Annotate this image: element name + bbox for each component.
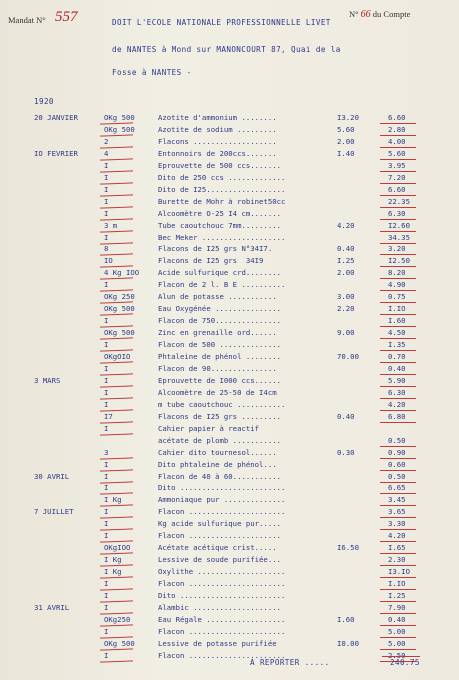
line-description: Kg acide sulfurique pur..... (158, 519, 282, 529)
line-qty: I (104, 519, 109, 529)
line-unit-price: 0.40 (337, 244, 355, 254)
line-item (0, 303, 459, 315)
line-item (0, 112, 459, 124)
line-qty: I (104, 375, 109, 385)
line-qty: I (104, 160, 109, 170)
line-qty: I (104, 471, 109, 481)
line-item (0, 363, 459, 375)
line-description: Eprouvette de 500 ccs....... (158, 160, 282, 170)
line-total: 22.35 (388, 196, 410, 206)
line-qty: I Kg (104, 567, 122, 577)
line-qty: OKgOIO (104, 352, 131, 361)
line-item (0, 279, 459, 291)
line-item (0, 578, 459, 590)
line-qty: I Kg (104, 495, 122, 505)
line-total: 2.30 (388, 555, 406, 565)
line-unit-price: I.60 (337, 614, 355, 624)
line-description: Lessive de soude purifiée... (158, 555, 282, 565)
line-total: I3.IO (388, 567, 410, 577)
line-total: 5.60 (388, 148, 406, 158)
line-unit-price: 4.20 (337, 220, 355, 230)
line-item (0, 482, 459, 494)
line-description: Flacon ..................... (158, 531, 282, 541)
footer-total: 240.75 (390, 658, 420, 667)
line-qty: I (104, 196, 109, 206)
line-qty: I (104, 602, 109, 612)
line-total: 5.00 (388, 638, 406, 648)
line-unit-price: I6.50 (337, 543, 359, 553)
line-item (0, 399, 459, 411)
line-qty: 3 m (104, 220, 118, 230)
line-unit-price: I0.00 (337, 638, 359, 648)
line-item (0, 375, 459, 387)
line-total: I.35 (388, 340, 406, 350)
line-description: Dito ........................ (158, 591, 286, 600)
line-description: Alambic .................... (158, 602, 282, 612)
line-qty: OKgIOO (104, 543, 131, 553)
line-total: 4.90 (388, 280, 406, 290)
line-total: I.IO (388, 579, 406, 589)
line-item (0, 638, 459, 650)
line-qty: I (104, 184, 109, 194)
line-unit-price: 0.40 (337, 411, 355, 421)
line-total: 0.40 (388, 614, 406, 624)
line-description: Flacon ...................... (158, 507, 286, 517)
line-description: Dito de 250 ccs ............. (158, 172, 286, 182)
line-description: Flacon ...................... (158, 626, 286, 636)
line-unit-price: I.40 (337, 148, 355, 158)
line-total: 0.60 (388, 459, 406, 469)
line-item (0, 518, 459, 530)
line-item (0, 255, 459, 267)
line-description: Acide sulfurique crd........ (158, 268, 282, 278)
line-description: Zinc en grenaille ord...... (158, 328, 277, 338)
line-qty: OKg 500 (104, 113, 135, 122)
line-description: Flacons de I25 grs 34I9 (158, 256, 264, 266)
line-item (0, 124, 459, 136)
line-qty: I (104, 507, 109, 517)
line-date: IO FEVRIER (34, 148, 78, 158)
line-description: m tube caoutchouc ........... (158, 399, 286, 409)
line-total: 0.50 (388, 435, 406, 445)
footer-rule (382, 656, 420, 657)
line-description: Oxylithe .................... (158, 567, 286, 577)
line-qty: I (104, 626, 109, 636)
line-qty: OKg250 (104, 614, 131, 624)
line-unit-price: I3.20 (337, 113, 359, 122)
footer-label: A REPORTER ..... (250, 658, 330, 667)
line-item (0, 530, 459, 542)
line-item (0, 327, 459, 339)
line-item (0, 243, 459, 255)
line-qty: I (104, 340, 109, 350)
line-total: 2.80 (388, 124, 406, 134)
line-item (0, 220, 459, 232)
line-total: 3.95 (388, 160, 406, 170)
line-total: 7.90 (388, 602, 406, 612)
line-description: Acétate acétique crist..... (158, 543, 277, 553)
line-description: Flacons ................... (158, 136, 277, 146)
line-qty: I Kg (104, 555, 122, 565)
line-total: 6.60 (388, 184, 406, 194)
line-qty: I (104, 650, 109, 660)
line-qty: I (104, 459, 109, 469)
line-qty: I (104, 232, 109, 242)
line-qty: OKg 500 (104, 304, 135, 314)
line-description: Cahier papier à reactif (158, 423, 260, 433)
line-item (0, 208, 459, 220)
mandat-label (8, 15, 46, 25)
line-description: Flacon ...................... (158, 650, 286, 660)
line-total: 3.20 (388, 244, 406, 254)
line-description: Flacon de 500 .............. (158, 340, 282, 350)
compte-prefix: N° (349, 9, 359, 19)
line-item (0, 411, 459, 423)
line-item (0, 339, 459, 351)
line-item (0, 184, 459, 196)
line-qty: I (104, 172, 109, 182)
line-unit-price: 2.20 (337, 304, 355, 314)
line-item (0, 148, 459, 160)
line-total: 0.75 (388, 292, 406, 302)
line-qty: I (104, 579, 109, 589)
line-qty: I (104, 423, 109, 433)
line-date: 31 AVRIL (34, 602, 70, 612)
line-item (0, 267, 459, 279)
line-qty: I (104, 399, 109, 409)
line-qty: I (104, 387, 109, 397)
line-unit-price: 9.00 (337, 328, 355, 338)
line-total: 6.65 (388, 483, 406, 493)
line-description: Flacon de 40 à 60........... (158, 471, 282, 481)
line-description: Flacons de I25 grs N°34I7. (158, 244, 273, 254)
line-description: Burette de Mohr à robinet50cc (158, 196, 286, 206)
line-total: I.IO (388, 304, 406, 314)
line-item (0, 602, 459, 614)
line-total: I2.50 (388, 256, 410, 266)
line-item (0, 471, 459, 483)
line-total: 3.30 (388, 519, 406, 529)
line-item (0, 626, 459, 638)
line-description: Ammoniaque pur .............. (158, 495, 286, 505)
line-description: Dito ........................ (158, 483, 286, 493)
line-qty: OKg 500 (104, 124, 135, 134)
line-total: 4.00 (388, 136, 406, 146)
line-unit-price: 3.00 (337, 292, 355, 302)
line-total: 0.90 (388, 447, 406, 457)
line-date: 7 JUILLET (34, 507, 74, 517)
line-total: 34.35 (388, 232, 410, 242)
line-qty: I (104, 531, 109, 541)
line-item (0, 351, 459, 363)
line-qty: 2 (104, 136, 109, 146)
line-item (0, 160, 459, 172)
line-qty: I (104, 280, 109, 290)
line-unit-price: 0.30 (337, 447, 355, 457)
line-item (0, 614, 459, 626)
line-description: Cahier dito tournesol...... (158, 447, 277, 457)
line-item (0, 554, 459, 566)
header-line-3: Fosse à NANTES - (112, 68, 192, 77)
line-qty: I (104, 316, 109, 326)
line-description: Tube caoutchouc 7mm......... (158, 220, 282, 230)
compte-label (349, 9, 410, 20)
line-item (0, 291, 459, 303)
line-description: Bec Meker ................... (158, 232, 286, 242)
line-total: 5.90 (388, 375, 406, 385)
line-total: 4.20 (388, 399, 406, 409)
header-line-1: DOIT L'ECOLE NATIONALE PROFESSIONNELLE LIVET (112, 18, 331, 27)
line-total: 0.40 (388, 363, 406, 373)
line-description: acétate de plomb ........... (158, 435, 282, 445)
line-description: Phtaleine de phénol ........ (158, 352, 282, 361)
line-description: Flacon de 2 l. B E .......... (158, 280, 286, 290)
compte-label-text: du Compte (372, 9, 411, 19)
line-unit-price: 70.00 (337, 352, 359, 361)
year: 1920 (34, 97, 54, 106)
line-total: 5.00 (388, 626, 406, 636)
line-description: Flacon de 750............... (158, 316, 282, 326)
line-item (0, 566, 459, 578)
line-description: Alcoomètre O-25 I4 cm....... (158, 208, 282, 218)
line-qty: I (104, 483, 109, 493)
line-description: Eau Oxygénée ............... (158, 304, 282, 314)
line-description: Flacon de 90............... (158, 363, 277, 373)
line-qty: OKg 250 (104, 292, 135, 302)
line-total: 0.50 (388, 471, 406, 481)
line-description: Flacons de I25 grs ......... (158, 411, 282, 421)
mandat-number: 557 (55, 9, 78, 25)
line-item (0, 506, 459, 518)
line-total: 6.30 (388, 387, 406, 397)
line-description: Azotite d'ammonium ........ (158, 113, 277, 122)
line-total: 6.60 (388, 113, 406, 122)
line-description: Alcoomètre de 25-50 de I4cm (158, 387, 277, 397)
line-qty: I (104, 591, 109, 600)
line-item (0, 590, 459, 602)
line-qty: I (104, 363, 109, 373)
line-total: 4.20 (388, 531, 406, 541)
line-unit-price: I.25 (337, 256, 355, 266)
line-total: 4.50 (388, 328, 406, 338)
line-description: Eprouvette de I000 ccs...... (158, 375, 282, 385)
line-description: Dito phtaleine de phénol... (158, 459, 277, 469)
line-total: I2.60 (388, 220, 410, 230)
line-total: 3.65 (388, 507, 406, 517)
line-description: Azotite de sodium ......... (158, 124, 277, 134)
mandat-label-text: Mandat N° (8, 15, 46, 25)
line-item (0, 196, 459, 208)
line-qty: 3 (104, 447, 109, 457)
line-qty: IO (104, 256, 113, 266)
line-item (0, 172, 459, 184)
line-total: I.25 (388, 591, 406, 600)
line-description: Entonnoirs de 200ccs....... (158, 148, 277, 158)
line-qty: OKg 500 (104, 638, 135, 648)
line-total: 0.70 (388, 352, 406, 361)
line-description: Lessive de potasse purifiée (158, 638, 277, 648)
line-total: 7.20 (388, 172, 406, 182)
line-description: Alun de potasse ........... (158, 292, 277, 302)
line-item (0, 447, 459, 459)
line-date: 20 JANVIER (34, 113, 78, 122)
header-line-2: de NANTES à Mond sur MANONCOURT 87, Quai de la (112, 45, 341, 54)
line-item (0, 423, 459, 435)
line-item (0, 494, 459, 506)
line-item (0, 136, 459, 148)
line-qty: OKg 500 (104, 328, 135, 338)
line-qty: I (104, 208, 109, 218)
line-total: I.65 (388, 543, 406, 553)
line-unit-price: 2.00 (337, 268, 355, 278)
line-total: 8.20 (388, 268, 406, 278)
line-total: 6.80 (388, 411, 406, 421)
line-qty: 4 Kg IOO (104, 268, 140, 278)
line-qty: 4 (104, 148, 109, 158)
line-description: Eau Régale .................. (158, 614, 286, 624)
line-description: Dito de I25.................. (158, 184, 286, 194)
red-underline (100, 660, 133, 662)
compte-number: 66 (360, 9, 371, 20)
line-qty: I7 (104, 411, 113, 421)
line-qty: 8 (104, 244, 109, 254)
line-unit-price: 2.00 (337, 136, 355, 146)
line-item (0, 232, 459, 244)
line-date: 3 MARS (34, 375, 61, 385)
line-date: 30 AVRIL (34, 471, 70, 481)
line-item (0, 387, 459, 399)
line-total: 6.30 (388, 208, 406, 218)
line-item (0, 542, 459, 554)
line-item (0, 435, 459, 447)
line-unit-price: 5.60 (337, 124, 355, 134)
line-description: Flacon ...................... (158, 579, 286, 589)
line-item (0, 459, 459, 471)
line-total: 3.45 (388, 495, 406, 505)
line-total: I.60 (388, 316, 406, 326)
line-item (0, 315, 459, 327)
